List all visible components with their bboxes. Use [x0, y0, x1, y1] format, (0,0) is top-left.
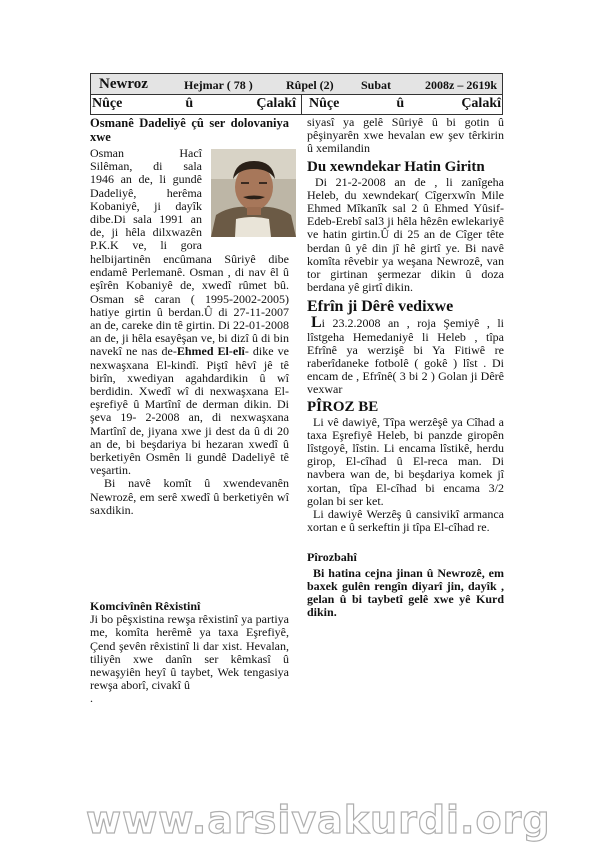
- wrap-line: Kobaniyê, ji dayîk: [90, 198, 202, 213]
- section-bar: [90, 95, 503, 115]
- page-number: Rûpel (2): [286, 78, 334, 92]
- issue-number: Hejmar ( 78 ): [184, 78, 253, 92]
- wrap-line: Dadeliyê, herêma: [90, 185, 202, 200]
- masthead: [90, 73, 503, 95]
- wrap-line: Osman Hacî: [90, 146, 202, 160]
- right-column: [307, 116, 504, 620]
- section-word: Nûçe: [309, 96, 340, 111]
- article-body-giritn: Di 21-2-2008 an de , li zanîgeha Heleb, du xewndekar( Cîgerxwîn Mile Ehmed Mîkanîk sal 2 û Ehmed Yûsif-Edeb-Erebî sal3 ji hêla hêzên ewlekariyê ve hatin girtin.Û di 25 an de Cîger tête berdan û yê din jî hê girtî ye. Bi navê komîta rêvebir ya weşana Newrozê, van tor girtinan şermezar dikin û doza berdana yê girtî dikin.: [307, 174, 504, 295]
- article-title-efrin: Efrîn ji Dêrê vedixwe: [307, 298, 454, 316]
- wrap-line: P.K.K ve, li gora: [90, 238, 202, 253]
- body-text: helbijartinên encûmana Sûriyê dibe endamê Perlemanê. Osman , di nav êl û eşîrên Kobaniyê de, xwedî rûmet bû. Osman sê caran ( 1995-2002-2005) hatiye girtin û berdan.Û di 27-11-2007 an de, careke din tê girtin. Di 22-01-2008 an de, ji hêla esayêşan ve, bi dizî û di bin navekî ne nas de-: [90, 252, 289, 359]
- section-divider: [301, 95, 302, 114]
- article-body-piroz-2: Li dawiyê Werzêş û cansivikî armanca xortan e û serkeftin ji tîpa El-cîhad re.: [307, 507, 504, 535]
- body-text: i 23.2.2008 an , roja Şemiyê , li lîstgeha Hemedaniyê li Heleb , tîpa Efrînê ya werzişê bi Ya Fitiwê re raberîdaneke fotbolê ( gokê ) lîst . Di encam de , Efrînê( 3 bi 2 ) Golan ji Dêrê vexwar: [307, 316, 504, 397]
- newspaper-name: Newroz: [99, 76, 148, 92]
- year: 2008z – 2619k: [425, 78, 497, 92]
- section-label-left: [92, 96, 296, 112]
- komcivin-article: [90, 600, 289, 706]
- article-title-komcivin: Komcivînên Rêxistinî: [90, 599, 201, 613]
- article-body-dadeliye: [90, 253, 289, 477]
- article-title-dadeliye: Osmanê Dadeliyê çû ser dolovaniya xwe: [90, 116, 289, 144]
- section-word: û: [185, 96, 194, 111]
- article-body-pirozbahi: Bi hatina cejna jinan û Newrozê, em baxek gulên rengîn diyarî jin, dayîk , gelan û bi taybetî gelê xwe yê Kurd dikin.: [307, 565, 504, 620]
- article-title-giritn: Du xewndekar Hatin Giritn: [307, 158, 485, 175]
- continued-text: siyasî ya gelê Sûriyê û bi gotin û pêşinyarên xwe hevalan ew şev têrkirin û xemilandin: [307, 115, 504, 156]
- drop-cap: L: [311, 314, 322, 332]
- wrap-line: Silêman, di sala: [90, 159, 202, 174]
- body-text: - dike ve nexwaşxana El-kindî. Piştî hêvî jê tê birîn, xwediyan agahdardikin û wî berdidin. Xwedî wî di nexwaşxana El-eşrefiyê û Martînî de derman dikin. Di şeva 19- 2-2008 an, di nexwaşxana Martînî de, jiyana xwe ji dest da û di 20 an de, bi beşdariya bi hezaran xwedî û berketiyên Osmên li gundê Dadeliyê tê veşartin.: [90, 344, 289, 478]
- article-tail-komcivin: .: [90, 691, 93, 706]
- person-name: Ehmed El-elî: [176, 344, 245, 359]
- wrap-line: dibe.Di sala 1991 an: [90, 212, 202, 227]
- section-word: Nûçe: [92, 96, 123, 111]
- portrait-photo: [211, 149, 296, 237]
- article-body-piroz: Li vê dawiyê, Tîpa werzêşê ya Cîhad a taxa Eşrefiyê Heleb, bi panzde giropên lîstgoyê, lîstin. Li encama lîstikê, herdu girop, El-cîhad û El-reca man. Di navbera wan de, bi beşdariya komek jî xortan, tîpa El-cîhad bi encama 3/2 golan bi ser ket.: [307, 414, 504, 508]
- article-title-pirozbahi: Pîrozbahî: [307, 550, 357, 565]
- section-word: Çalakî: [461, 96, 501, 111]
- site-watermark: www.arsivakurdi.org: [86, 798, 551, 842]
- left-column: [90, 116, 289, 144]
- article-body-efrin: [307, 316, 504, 396]
- dadeliye-body: [90, 253, 289, 517]
- article-body-komcivin: Ji bo pêşxistina rewşa rêxistinî ya partiya me, komîta herêmê ya taxa Eşrefiyê, Çend şevên rêxistinî li dar xist. Hevalan, tiliyên xwe danîn ser kêmkasî û newaşyiên heyî û taybet, Wek tengasiya rewşa aborî, civakî û: [90, 612, 289, 693]
- wrap-line: de, ji hêla dilxwazên: [90, 225, 202, 240]
- section-label-right: [309, 96, 501, 112]
- article-closing-dadeliye: Bi navê komît û xwendevanên Newrozê, em serê xwedî û berketiyên wî saxdikin.: [90, 476, 289, 517]
- section-word: Çalakî: [256, 96, 296, 111]
- section-word: û: [396, 96, 405, 111]
- portrait-icon: [211, 149, 296, 237]
- wrap-line: 1946 an de, li gundê: [90, 172, 202, 187]
- month: Subat: [361, 78, 392, 92]
- dadeliye-wrap-text: [90, 147, 202, 253]
- article-title-piroz: PÎROZ BE: [307, 398, 379, 415]
